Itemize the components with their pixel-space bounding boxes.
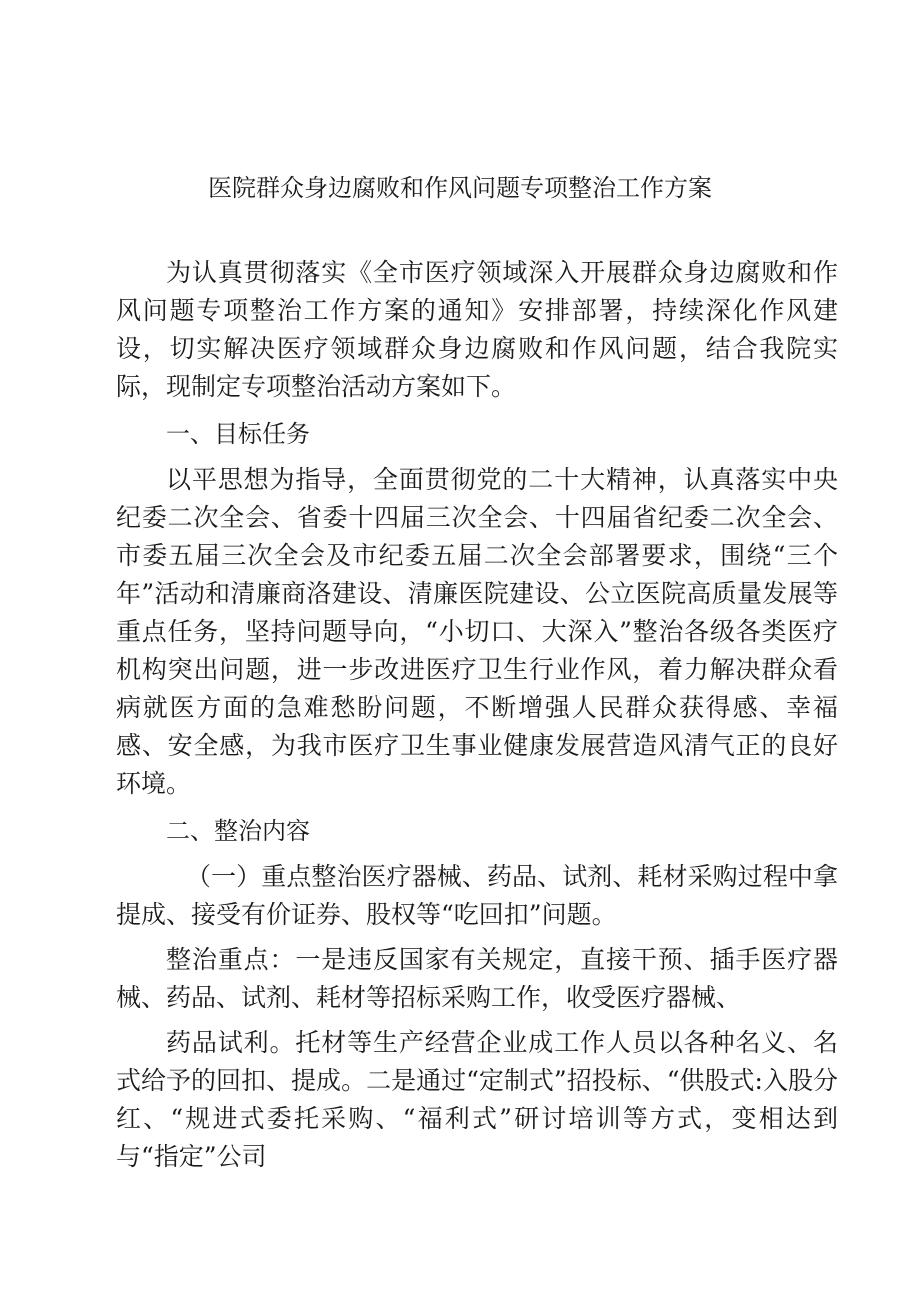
item-one-paragraph: （一）重点整治医疗器械、药品、试剂、耗材采购过程中拿提成、接受有价证券、股权等“吃回扣”问题。 — [116, 862, 838, 929]
continued-paragraph: 药品试利。托材等生产经营企业成工作人员以各种名义、名式给予的回扣、提成。二是通过“定制式”招投标、“供股式:入股分红、“规进式委托采购、“福利式”研讨培训等方式，变相达到与“指定”公司 — [116, 1028, 838, 1171]
document-title: 医院群众身边腐败和作风问题专项整治工作方案 — [208, 174, 712, 202]
section-heading-goals: 一、目标任务 — [166, 420, 310, 448]
intro-paragraph: 为认真贯彻落实《全市医疗领域深入开展群众身边腐败和作风问题专项整治工作方案的通知》安排部署，持续深化作风建设，切实解决医疗领域群众身边腐败和作风问题，结合我院实际，现制定专项整治活动方案如下。 — [116, 258, 838, 401]
focus-paragraph: 整治重点：一是违反国家有关规定，直接干预、插手医疗器械、药品、试剂、耗材等招标采购工作，收受医疗器械、 — [116, 945, 838, 1012]
section-heading-content: 二、整治内容 — [166, 817, 310, 845]
document-body — [116, 254, 838, 1176]
goal-paragraph: 以平思想为指导，全面贯彻党的二十大精神，认真落实中央纪委二次全会、省委十四届三次全会、十四届省纪委二次全会、市委五届三次全会及市纪委五届二次全会部署要求，围绕“三个年”活动和清廉商洛建设、清廉医院建设、公立医院高质量发展等重点任务，坚持问题导向，“小切口、大深入”整治各级各类医疗机构突出问题，进一步改进医疗卫生行业作风，着力解决群众看病就医方面的急难愁盼问题，不断增强人民群众获得感、幸福感、安全感，为我市医疗卫生事业健康发展营造风清气正的良好环境。 — [116, 465, 838, 798]
